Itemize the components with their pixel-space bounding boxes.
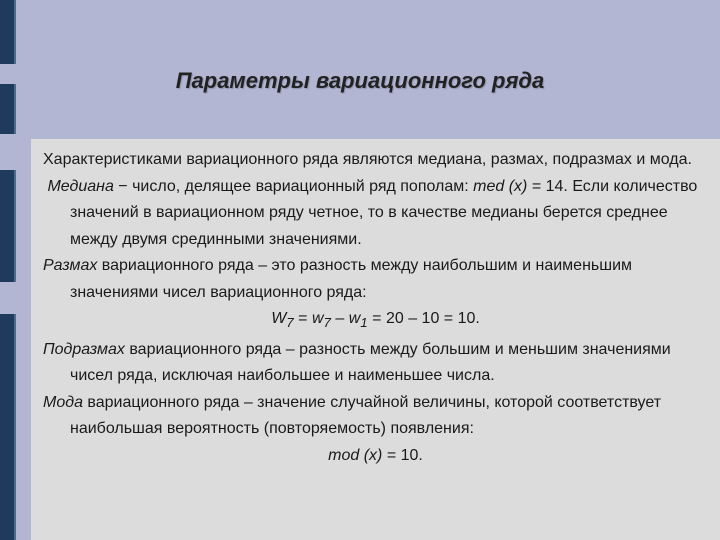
median-formula: med (x) <box>473 177 528 195</box>
subrange-term: Подразмах <box>43 340 125 358</box>
mode-paragraph <box>43 390 708 443</box>
range-text: вариационного ряда – это разность между наибольшим и наименьшим значениями чисел вариационного ряда: <box>70 257 633 301</box>
slide-title: Параметры вариационного ряда <box>175 68 545 93</box>
median-term: Медиана <box>47 177 114 195</box>
content-box <box>31 139 720 540</box>
range-formula: $W_7 = w_7 - w_1 = 20 - 10 = 10$. <box>271 310 480 331</box>
mode-text: вариационного ряда – значение случайной величины, которой соответствует наибольшая вероятность (повторяемость) появления: <box>70 393 662 438</box>
mode-formula: mod (x) = 10. <box>328 446 423 464</box>
intro-paragraph: Характеристиками вариационного ряда являются медиана, размах, подразмах и мода. <box>43 151 692 168</box>
subrange-paragraph <box>43 337 708 390</box>
decorative-edge-bar <box>0 0 16 64</box>
mode-term: Мода <box>43 393 83 411</box>
subrange-text: вариационного ряда – разность между большим и меньшим значениями чисел ряда, исключая наибольшее и наименьшее числа. <box>70 340 671 385</box>
median-paragraph <box>43 174 708 254</box>
median-text: − число, делящее вариационный ряд пополам: <box>113 177 474 195</box>
range-term: Размах <box>43 257 98 274</box>
median-tail: = 14. Если количество значений в вариационном ряду четное, то в качестве медианы берется среднее между двумя срединными значениями. <box>70 177 698 248</box>
decorative-edge-bar <box>0 170 16 282</box>
range-paragraph <box>43 253 708 306</box>
decorative-edge-bar <box>0 314 16 540</box>
